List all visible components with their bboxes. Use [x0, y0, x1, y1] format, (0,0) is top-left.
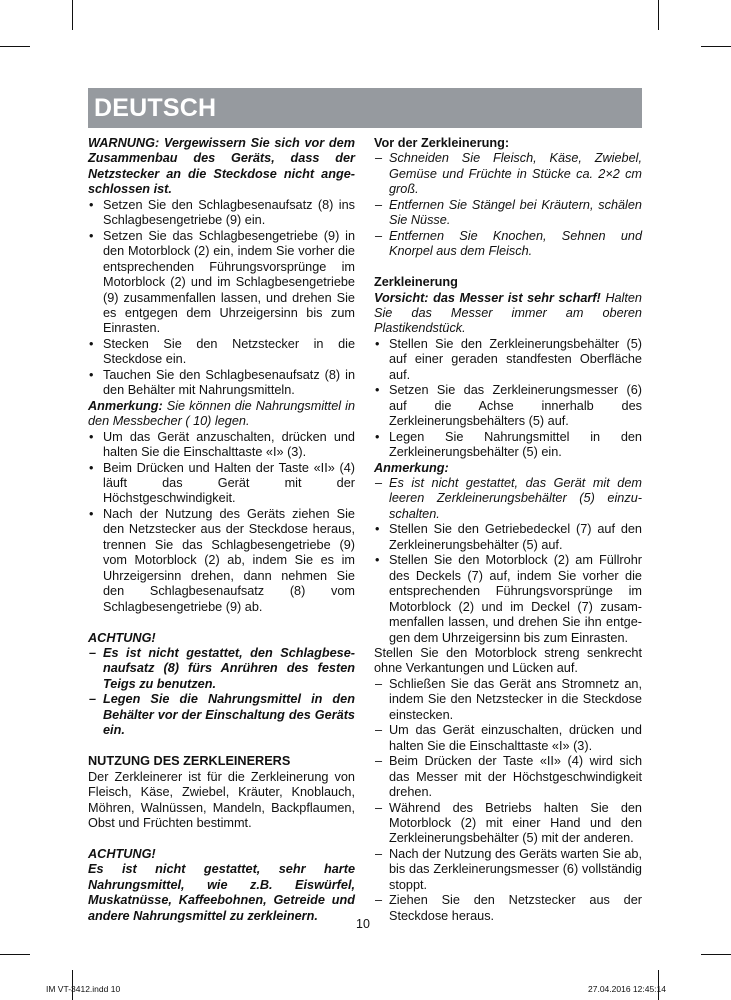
list-item: [88, 337, 355, 368]
warning-paragraph: WARNUNG: Vergewissern Sie sich vor dem Zusammenbau des Geräts, dass der Netzstecker an die Steckdose nicht angeschlossen ist.: [88, 136, 355, 197]
list-item: [374, 430, 642, 461]
footer-file-info: IM VT-3412.indd 10: [46, 984, 121, 994]
list-item: [374, 522, 642, 553]
dash-marker: –: [375, 676, 383, 691]
bullet-marker: •: [89, 506, 94, 521]
list-item: [374, 553, 642, 646]
crop-mark: [701, 46, 731, 47]
list-item: [374, 893, 642, 924]
usage-paragraph: Der Zerkleinerer ist für die Zerkleinerung von Fleisch, Käse, Zwiebel, Kräuter, Knoblauch, Möhren, Walnüssen, Mandeln, Backpflaumen, Obst und Früchten bestimmt.: [88, 769, 355, 831]
bullet-marker: •: [375, 429, 380, 444]
list-item-text: Um das Gerät einzuschalten, drücken und halten Sie die Einschalttaste «I» (3).: [389, 723, 642, 753]
list-item: [88, 507, 355, 615]
section-header: [88, 88, 642, 128]
dash-marker: –: [375, 476, 383, 491]
attention-paragraph: Es ist nicht gestattet, sehr harte Nahrungsmittel, wie z.B. Eiswürfel, Muskatnüsse, Kaffeebohnen, Getreide und andere Nahrungsmittel zu zerkleinern.: [88, 862, 355, 923]
list-item-text: Um das Gerät anzuschalten, drücken und halten Sie die Einschalttaste «I» (3).: [103, 429, 355, 460]
list-item-text: Beim Drücken und Halten der Taste «II» (4) läuft das Gerät mit der Höchstgeschwindigkeit.: [103, 460, 355, 506]
dash-marker: –: [375, 228, 383, 243]
list-item-text: Schneiden Sie Fleisch, Käse, Zwiebel, Gemüse und Früchte in Stücke ca. 2×2 cm groß.: [389, 151, 642, 197]
list-item-text: Legen Sie Nahrungsmittel in den Zerkleinerungsbehälter (5) ein.: [389, 429, 642, 460]
note-label: Anmerkung:: [88, 398, 163, 413]
list-item-text: Entfernen Sie Knochen, Sehnen und Knorpel aus dem Fleisch.: [389, 228, 642, 259]
bullet-marker: •: [375, 522, 380, 537]
list-item-text: Entfernen Sie Stängel bei Kräutern, schälen Sie Nüsse.: [389, 197, 642, 228]
footer-timestamp: 27.04.2016 12:45:14: [588, 984, 666, 994]
before-heading: Vor der Zerkleinerung:: [374, 136, 510, 150]
list-item-text: Setzen Sie das Schlagbesengetriebe (9) in den Motorblock (2) ein, indem Sie vorher die entsprechenden Führungsvorsprünge im Motorblock (2) und im Schlagbesengetriebe (9) zusammenfallen lassen, und drehen Sie es entgegen dem Uhrzeigersinn bis zum Einrasten.: [103, 228, 355, 336]
list-item: [88, 692, 355, 738]
list-item-text: Stellen Sie den Getriebedeckel (7) auf den Zerkleinerungsbehälter (5) auf.: [389, 522, 642, 552]
list-item-text: Setzen Sie den Schlagbesenaufsatz (8) ins Schlagbesengetriebe (9) ein.: [103, 197, 355, 228]
list-item: [374, 383, 642, 429]
chop-heading: Zerkleinerung: [374, 275, 458, 290]
list-item: [374, 151, 642, 197]
list-item-text: Beim Drücken der Taste «II» (4) wird sich das Messer mit der Höchstgeschwindigkeit drehen.: [389, 754, 642, 800]
attention-heading: ACHTUNG!: [88, 630, 156, 645]
caution-text: Halten Sie das Messer immer am oberen Plastikendstück.: [374, 290, 642, 336]
list-item: [374, 476, 642, 522]
note-paragraph: [88, 399, 355, 430]
list-item: [88, 646, 355, 692]
crop-mark: [658, 0, 659, 30]
list-item: [374, 229, 642, 260]
list-item-text: Es ist nicht gestattet, das Gerät mit dem leeren Zerkleinerungsbehälter (5) einzuschalten.: [389, 476, 642, 521]
crop-mark: [72, 0, 73, 30]
bullet-marker: •: [89, 336, 94, 351]
caution-paragraph: [374, 291, 642, 337]
list-item: [374, 198, 642, 229]
crop-mark: [701, 954, 731, 955]
list-item: [374, 754, 642, 800]
bullet-marker: •: [89, 197, 94, 212]
right-column: [374, 136, 642, 924]
list-item-text: Setzen Sie das Zerkleinerungsmesser (6) auf die Achse innerhalb des Zerkleinerungsbehälters (5) auf.: [389, 383, 642, 429]
list-item-text: Es ist nicht gestattet, den Schlagbesenaufsatz (8) fürs Anrühren des festen Teigs zu benutzen.: [103, 646, 355, 691]
list-item-text: Stecken Sie den Netzstecker in die Steckdose ein.: [103, 336, 355, 367]
bullet-marker: •: [89, 429, 94, 444]
dash-marker: –: [375, 151, 383, 166]
list-item: [88, 198, 355, 229]
note-text: Sie können die Nahrungsmittel in den Messbecher ( 10) legen.: [88, 398, 355, 429]
list-item-text: Tauchen Sie den Schlagbesenaufsatz (8) in den Behälter mit Nahrungsmitteln.: [103, 367, 355, 398]
bullet-marker: •: [375, 383, 380, 398]
list-item: [374, 677, 642, 723]
list-item-text: Stellen Sie den Zerkleinerungsbehälter (5) auf einer geraden standfesten Oberfläche auf.: [389, 336, 642, 382]
list-item: [88, 229, 355, 337]
dash-marker: –: [375, 893, 383, 908]
dash-marker: –: [375, 800, 383, 815]
note-heading: Anmerkung:: [374, 460, 449, 475]
left-column: [88, 136, 355, 924]
list-item: [374, 723, 642, 754]
list-item-text: Schließen Sie das Gerät ans Stromnetz an, indem Sie den Netzstecker in die Steckdose einstecken.: [389, 676, 642, 722]
list-item-text: Während des Betriebs halten Sie den Motorblock (2) mit einer Hand und den Zerkleinerungsbehälter (5) mit der anderen.: [389, 800, 642, 846]
bullet-marker: •: [89, 367, 94, 382]
list-item: [88, 430, 355, 461]
dash-marker: –: [375, 754, 383, 769]
list-item-text: Ziehen Sie den Netzstecker aus der Steckdose heraus.: [389, 893, 642, 923]
bullet-marker: •: [89, 228, 94, 243]
section-title: DEUTSCH: [94, 94, 217, 122]
dash-marker: –: [89, 646, 97, 660]
list-item-text: Nach der Nutzung des Geräts ziehen Sie den Netzstecker aus der Steckdose heraus, trennen Sie das Schlagbesengetriebe (9) vom Motorblock (2) ab, indem Sie es im Uhrzeigersinn drehen, dann nehmen Sie den Schlagbesenaufsatz (8) vom Schlagbesengetriebe (9) ab.: [103, 506, 355, 614]
usage-heading: NUTZUNG DES ZERKLEINERERS: [88, 754, 291, 769]
list-item-text: Stellen Sie den Motorblock (2) am Füllrohr des Deckels (7) auf, indem Sie vorher die entsprechenden Führungsvorsprünge im Motorblock (2) und im Deckel (7) zusammenfallen lassen, und drehen Sie ihn entgegen dem Uhrzeigersinn bis zum Einrasten.: [389, 553, 642, 645]
dash-marker: –: [375, 197, 383, 212]
bullet-marker: •: [375, 553, 380, 568]
bullet-marker: •: [375, 336, 380, 351]
list-item-text: Legen Sie die Nahrungsmittel in den Behälter vor der Einschaltung des Geräts ein.: [103, 692, 355, 738]
vertical-paragraph: Stellen Sie den Motorblock streng senkrecht ohne Verkantungen und Lücken auf.: [374, 646, 642, 676]
crop-mark: [0, 46, 30, 47]
list-item: [88, 461, 355, 507]
bullet-marker: •: [89, 460, 94, 475]
list-item: [374, 801, 642, 847]
dash-marker: –: [89, 692, 97, 707]
dash-marker: –: [375, 846, 383, 861]
list-item: [88, 368, 355, 399]
dash-marker: –: [375, 723, 383, 738]
attention-heading: ACHTUNG!: [88, 846, 156, 861]
crop-mark: [0, 954, 30, 955]
page-number: 10: [356, 917, 370, 931]
list-item-text: Nach der Nutzung des Geräts warten Sie ab, bis das Zerkleinerungsmesser (6) vollständig stoppt.: [389, 846, 642, 892]
caution-bold: Vorsicht: das Messer ist sehr scharf!: [374, 290, 601, 305]
list-item: [374, 337, 642, 383]
list-item: [374, 847, 642, 893]
